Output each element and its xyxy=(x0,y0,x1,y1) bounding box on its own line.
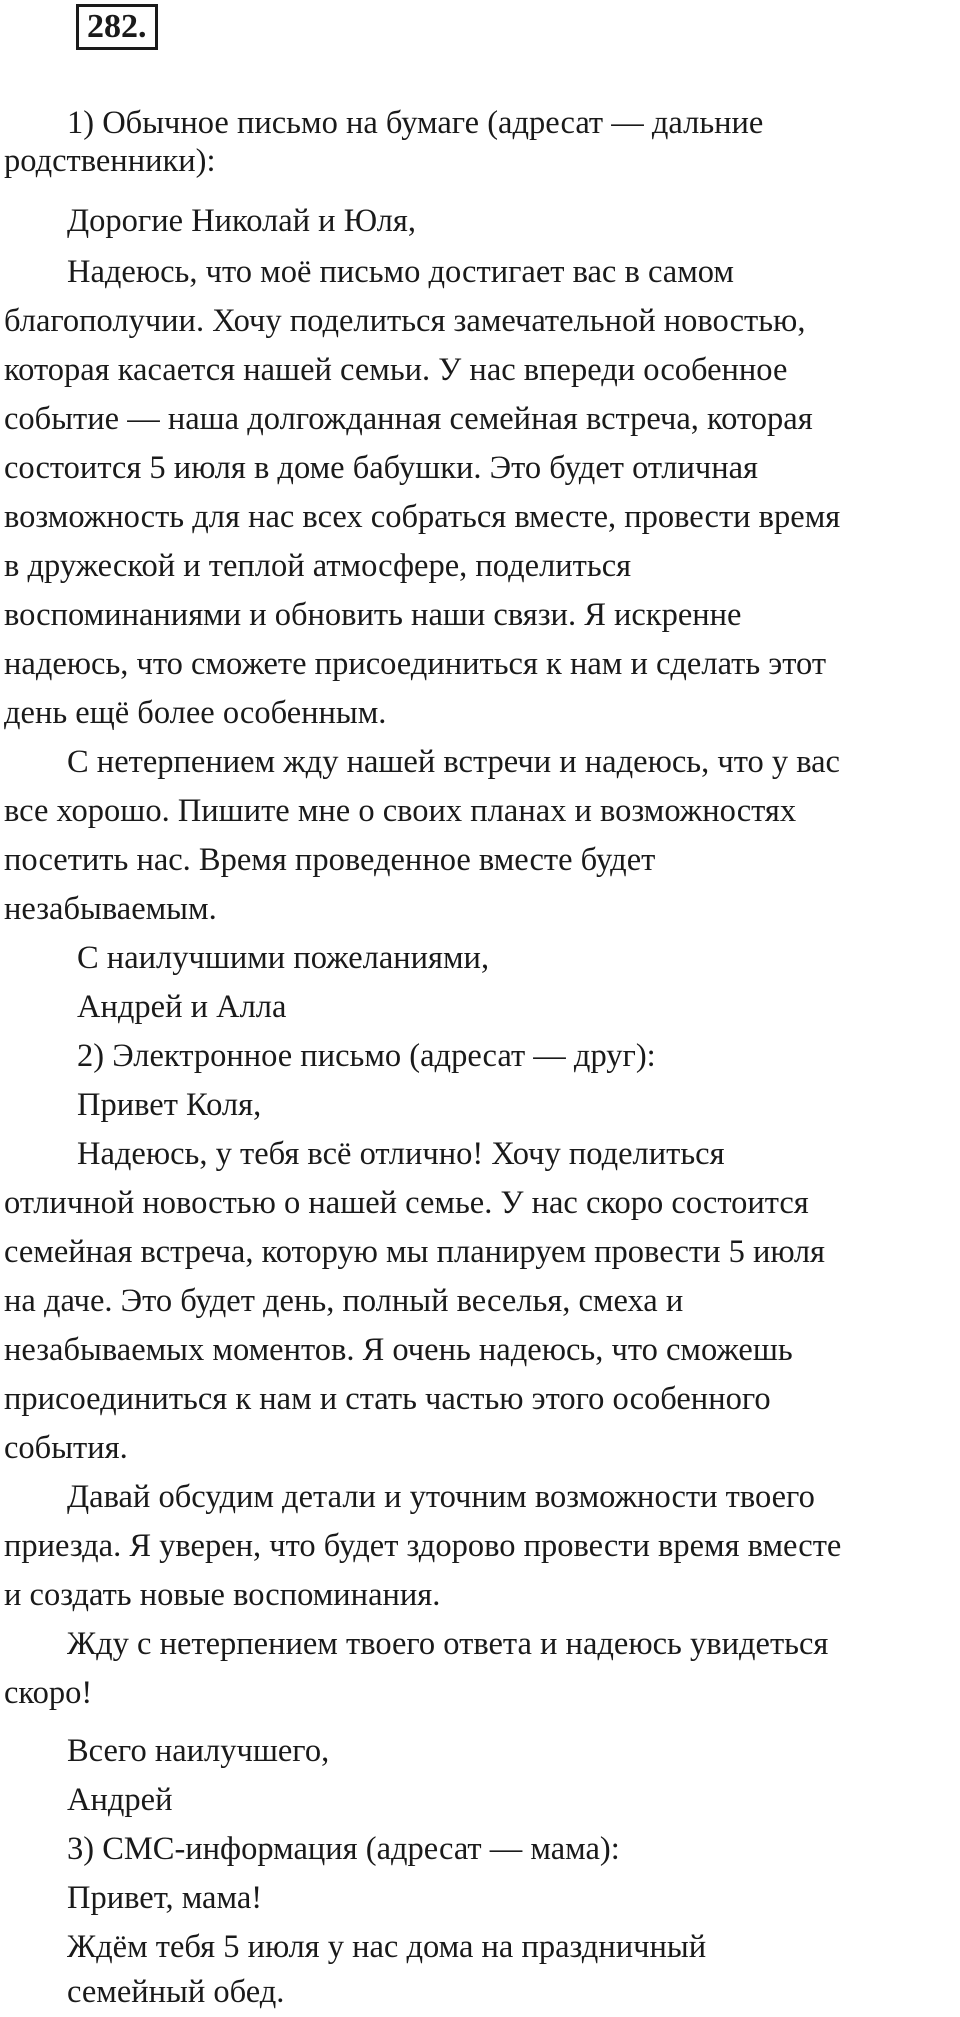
text-line: Ждём тебя 5 июля у нас дома на праздничный xyxy=(67,1929,707,1965)
text-line: Давай обсудим детали и уточним возможности твоего xyxy=(67,1479,815,1515)
text-line: 1) Обычное письмо на бумаге (адресат — дальние xyxy=(67,105,764,141)
text-line: на даче. Это будет день, полный веселья, смеха и xyxy=(4,1283,684,1319)
text-line: скоро! xyxy=(4,1675,93,1711)
text-line: семейный обед. xyxy=(67,1974,285,2010)
text-line: Дорогие Николай и Юля, xyxy=(67,203,416,239)
text-line: Всего наилучшего, xyxy=(67,1733,330,1769)
text-line: события. xyxy=(4,1430,128,1466)
text-line: незабываемым. xyxy=(4,891,217,927)
text-line: которая касается нашей семьи. У нас впереди особенное xyxy=(4,352,788,388)
text-line: Надеюсь, что моё письмо достигает вас в самом xyxy=(67,254,734,290)
text-line: Андрей и Алла xyxy=(77,989,287,1025)
text-line: 3) СМС-информация (адресат — мама): xyxy=(67,1831,620,1867)
text-line: 2) Электронное письмо (адресат — друг): xyxy=(77,1038,656,1074)
text-line: день ещё более особенным. xyxy=(4,695,387,731)
text-line: отличной новостью о нашей семье. У нас скоро состоится xyxy=(4,1185,809,1221)
text-line: семейная встреча, которую мы планируем провести 5 июля xyxy=(4,1234,825,1270)
text-line: в дружеской и теплой атмосфере, поделиться xyxy=(4,548,632,584)
text-line: Андрей xyxy=(67,1782,173,1818)
text-line: приезда. Я уверен, что будет здорово провести время вместе xyxy=(4,1528,842,1564)
text-line: Привет Коля, xyxy=(77,1087,262,1123)
text-line: возможность для нас всех собраться вместе, провести время xyxy=(4,499,841,535)
text-line: все хорошо. Пишите мне о своих планах и возможностях xyxy=(4,793,797,829)
text-line: С нетерпением жду нашей встречи и надеюсь, что у вас xyxy=(67,744,840,780)
text-line: Привет, мама! xyxy=(67,1880,263,1916)
text-line: С наилучшими пожеланиями, xyxy=(77,940,490,976)
text-line: надеюсь, что сможете присоединиться к нам и сделать этот xyxy=(4,646,827,682)
text-line: воспоминаниями и обновить наши связи. Я искренне xyxy=(4,597,742,633)
text-line: посетить нас. Время проведенное вместе будет xyxy=(4,842,656,878)
text-line: Надеюсь, у тебя всё отлично! Хочу поделиться xyxy=(77,1136,725,1172)
text-line: присоединиться к нам и стать частью этого особенного xyxy=(4,1381,771,1417)
text-line: состоится 5 июля в доме бабушки. Это будет отличная xyxy=(4,450,759,486)
text-line: событие — наша долгожданная семейная встреча, которая xyxy=(4,401,813,437)
text-line: благополучии. Хочу поделиться замечательной новостью, xyxy=(4,303,806,339)
text-line: Жду с нетерпением твоего ответа и надеюсь увидеться xyxy=(67,1626,829,1662)
text-line: незабываемых моментов. Я очень надеюсь, что сможешь xyxy=(4,1332,793,1368)
text-line: и создать новые воспоминания. xyxy=(4,1577,441,1613)
text-line: родственники): xyxy=(4,143,216,179)
task-number-box: 282. xyxy=(76,4,158,50)
